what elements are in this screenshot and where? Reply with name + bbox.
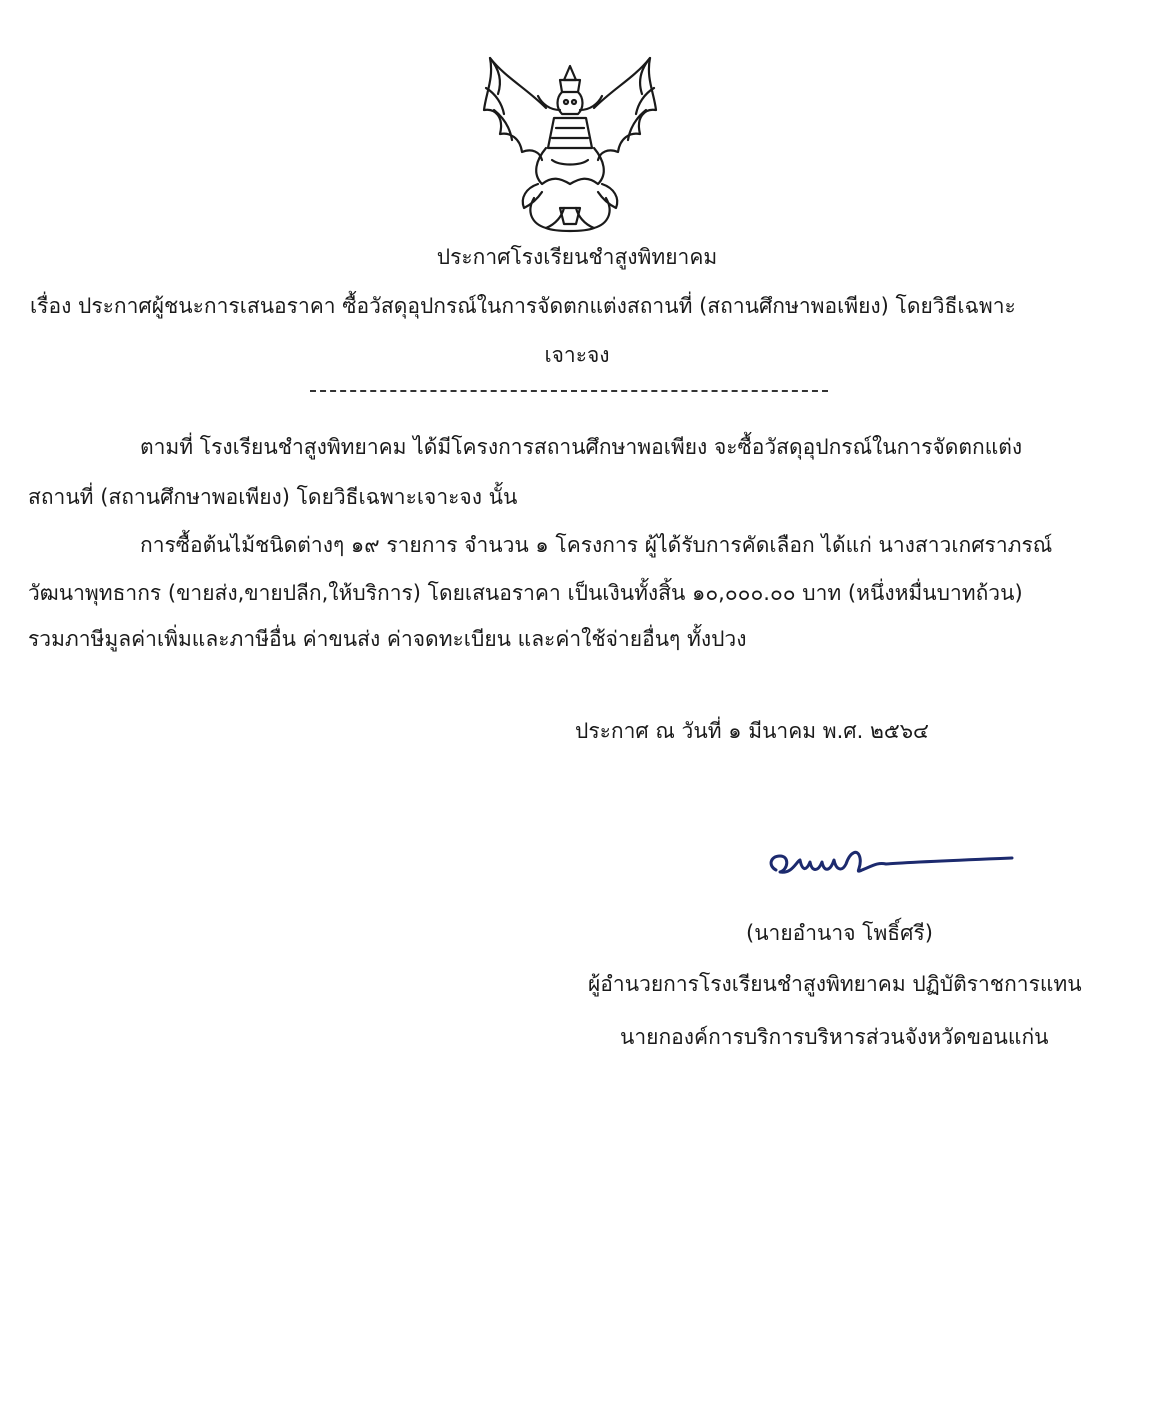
announcement-date: ประกาศ ณ วันที่ ๑ มีนาคม พ.ศ. ๒๕๖๔	[575, 719, 929, 743]
announcement-subject-line-1: เรื่อง ประกาศผู้ชนะการเสนอราคา ซื้อวัสดุอุปกรณ์ในการจัดตกแต่งสถานที่ (สถานศึกษาพอเพียง) โดยวิธีเฉพาะ	[30, 294, 1016, 318]
signatory-name: (นายอำนาจ โพธิ์ศรี)	[746, 921, 933, 945]
signatory-title-line-2: นายกองค์การบริการบริหารส่วนจังหวัดขอนแก่น	[620, 1025, 1049, 1049]
body-line-1: ตามที่ โรงเรียนชำสูงพิทยาคม ได้มีโครงการสถานศึกษาพอเพียง จะซื้อวัสดุอุปกรณ์ในการจัดตกแต่ง	[140, 435, 1023, 459]
signatory-title-line-1: ผู้อำนวยการโรงเรียนชำสูงพิทยาคม ปฏิบัติราชการแทน	[588, 972, 1082, 996]
body-line-4: วัฒนาพุทธากร (ขายส่ง,ขายปลีก,ให้บริการ) โดยเสนอราคา เป็นเงินทั้งสิ้น ๑๐,๐๐๐.๐๐ บาท (หนึ่งหมื่นบาทถ้วน)	[28, 581, 1023, 605]
announcement-subject-line-2: เจาะจง	[544, 343, 610, 367]
body-line-2: สถานที่ (สถานศึกษาพอเพียง) โดยวิธีเฉพาะเจาะจง นั้น	[28, 485, 518, 509]
body-line-3: การซื้อต้นไม้ชนิดต่างๆ ๑๙ รายการ จำนวน ๑ โครงการ ผู้ได้รับการคัดเลือก ได้แก่ นางสาวเกศราภรณ์	[140, 533, 1053, 557]
announcement-title: ประกาศโรงเรียนชำสูงพิทยาคม	[436, 245, 718, 269]
dashed-separator	[310, 390, 828, 392]
garuda-emblem-icon	[476, 48, 664, 234]
body-line-5: รวมภาษีมูลค่าเพิ่มและภาษีอื่น ค่าขนส่ง ค่าจดทะเบียน และค่าใช้จ่ายอื่นๆ ทั้งปวง	[28, 627, 747, 651]
handwritten-signature	[762, 840, 1022, 888]
